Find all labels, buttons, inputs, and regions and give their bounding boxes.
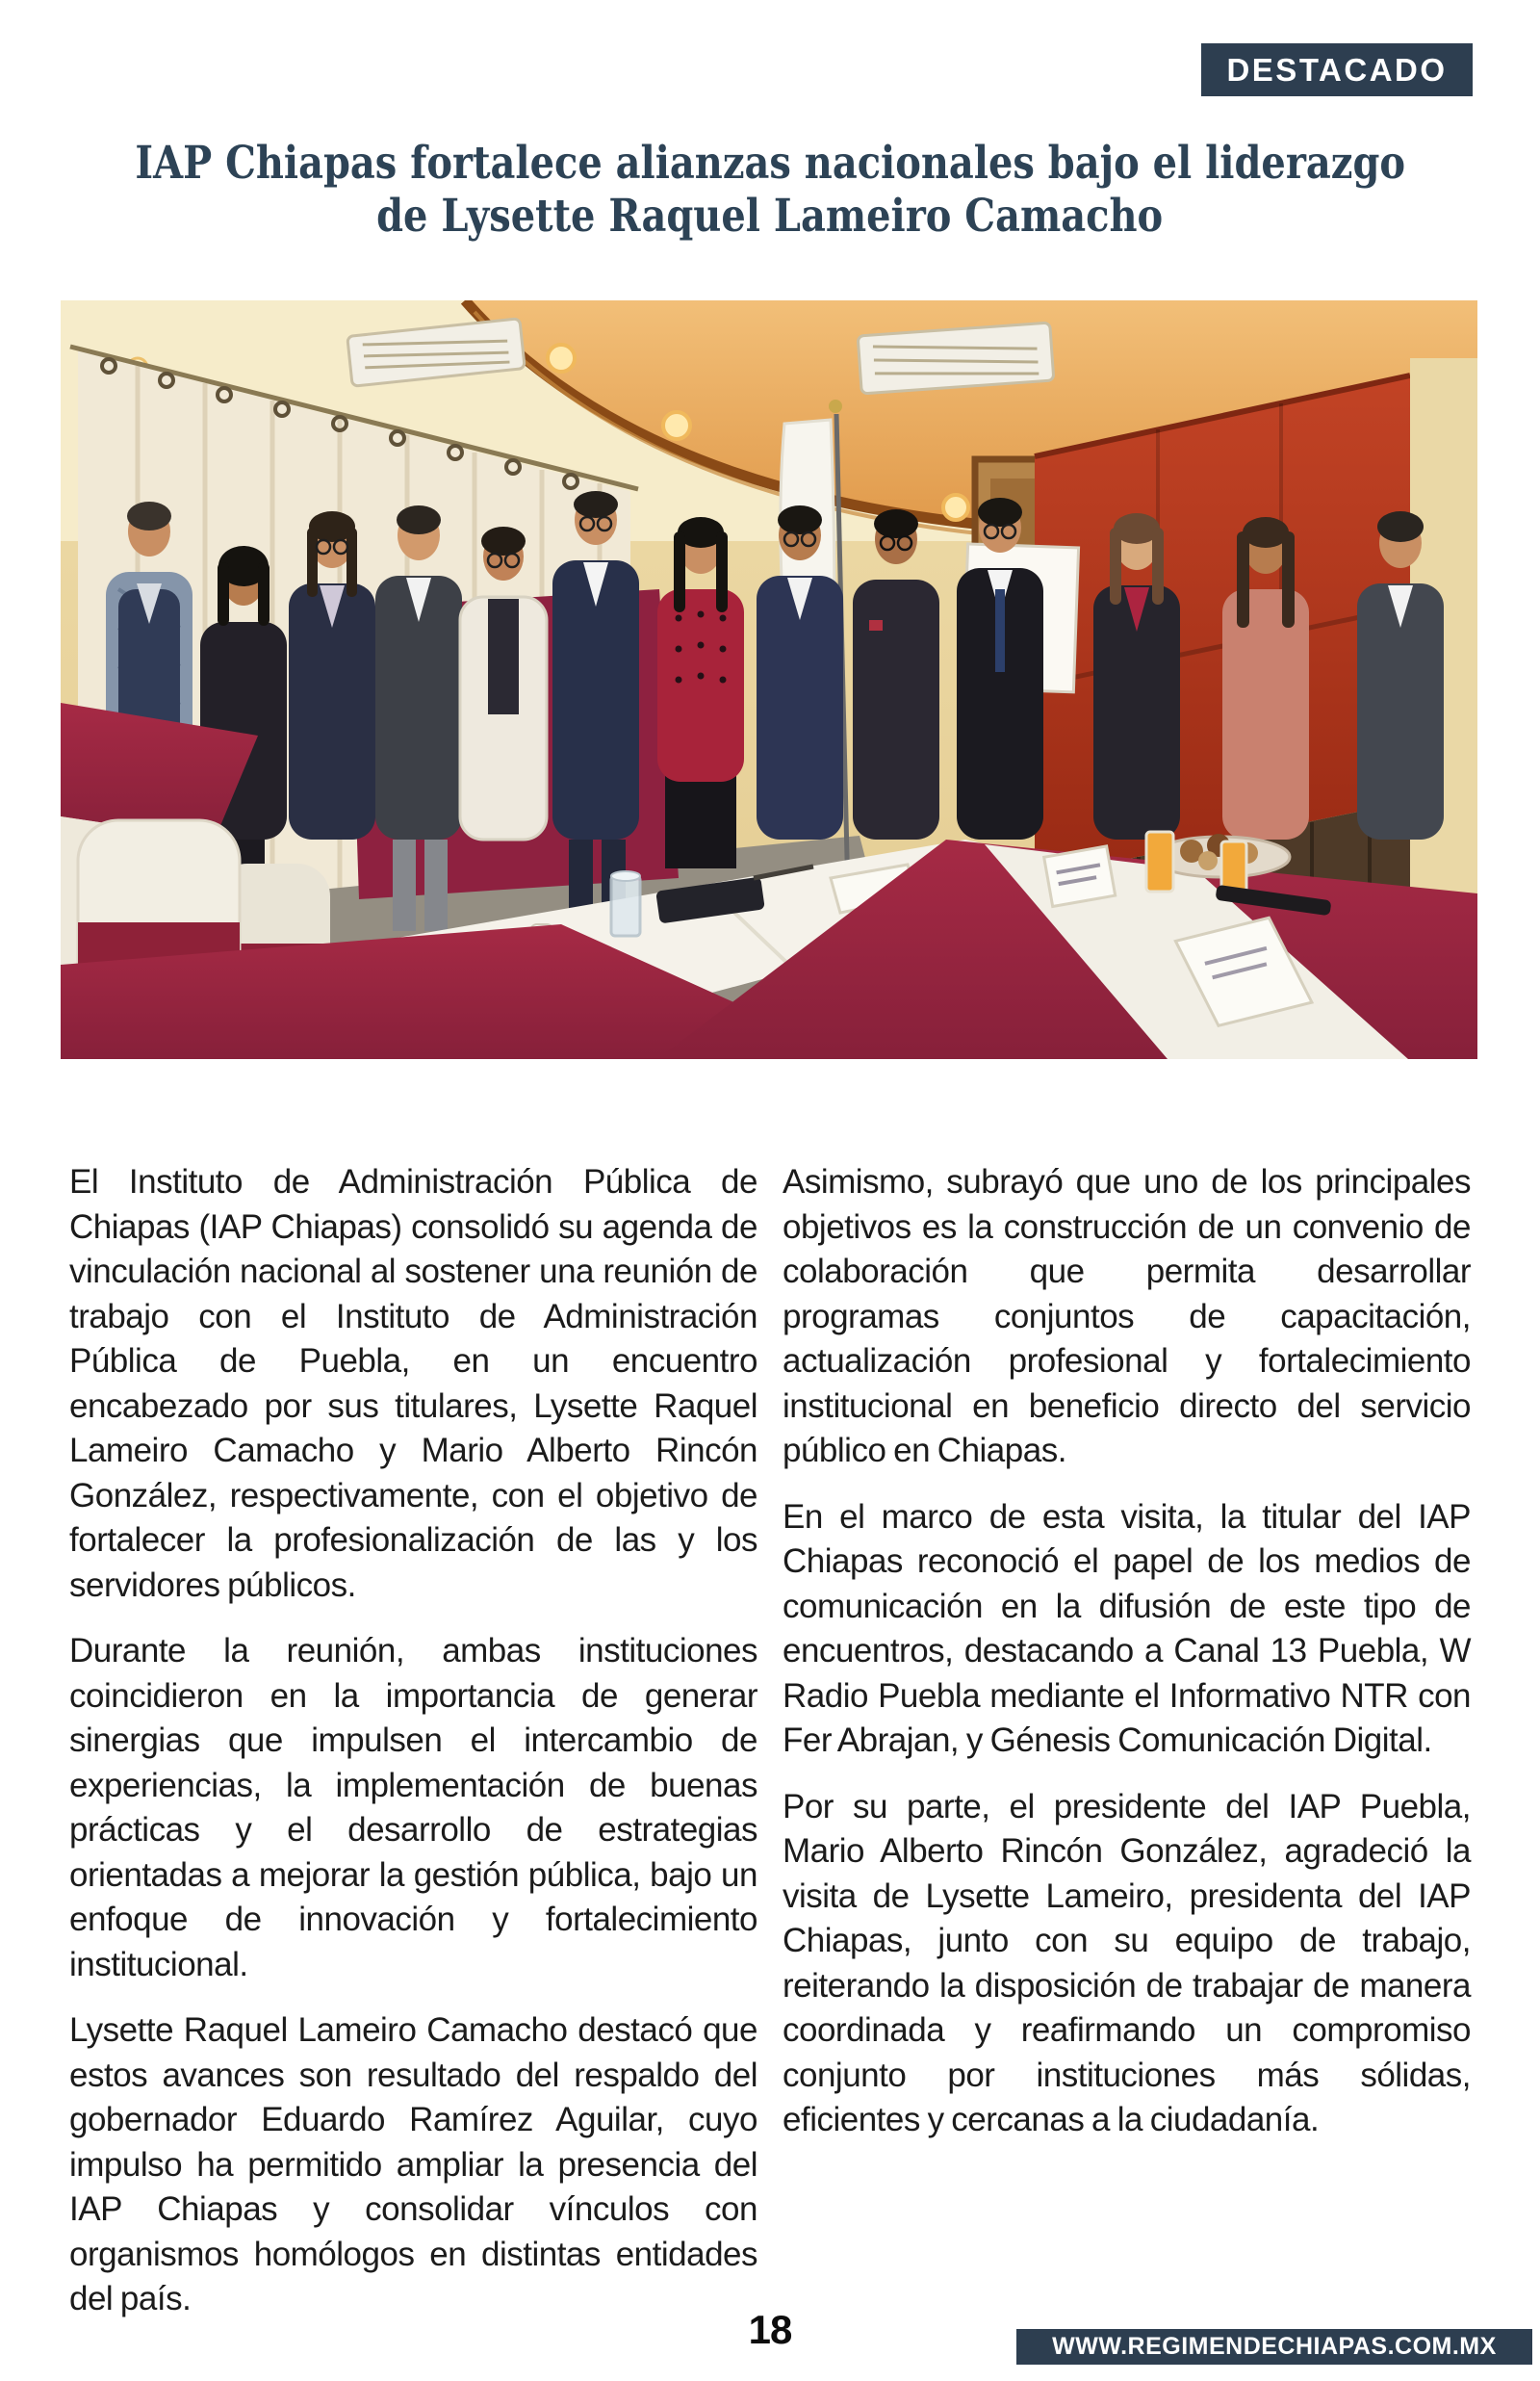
article-title-line1: IAP Chiapas fortalece alianzas nacionales bajo el liderazgo [135, 137, 1405, 190]
paragraph: En el marco de esta visita, la titular del IAP Chiapas reconoció el papel de los medios de comunicación en la difusión de este tipo de encuentros, destacando a Canal 13 Puebla, W Radio Puebla mediante el Informativo NTR con Fer Abrajan, y Génesis Comunicación Digital. [783, 1497, 1471, 1759]
paragraph: Por su parte, el presidente del IAP Puebla, Mario Alberto Rincón González, agradeció la visita de Lysette Lameiro, presidenta del IAP Chiapas, junto con su equipo de trabajo, reiterando la disposición de trabajar de manera coordinada y reafirmando un compromiso conjunto por instituciones más sólidas, eficientes y cercanas a la ciudadanía. [783, 1787, 1471, 2138]
section-badge [1201, 43, 1473, 96]
article-column-right [783, 1160, 1471, 2343]
page-number: 18 [748, 2307, 792, 2352]
paragraph: El Instituto de Administración Pública de Chiapas (IAP Chiapas) consolidó su agenda de vinculación nacional al sostener una reunión de trabajo con el Instituto de Administración Pública de Puebla, en un encuentro encabezado por sus titulares, Lysette Raquel Lameiro Camacho y Mario Alberto Rincón González, respectivamente, con el objetivo de fortalecer la profesionalización de las y los servidores públicos. [69, 1163, 757, 1604]
article-body [69, 1160, 1471, 2343]
event-photo [61, 300, 1477, 1059]
article-title-line2: de Lysette Raquel Lameiro Camacho [376, 190, 1164, 244]
article-column-left [69, 1160, 757, 2343]
website-url: WWW.REGIMENDECHIAPAS.COM.MX [1052, 2333, 1497, 2360]
event-photo-illustration [61, 300, 1477, 1059]
paragraph: Durante la reunión, ambas instituciones coincidieron en la importancia de generar sinergias que impulsen el intercambio de experiencias, la implementación de buenas prácticas y el desarrollo de estrategias orientadas a mejorar la gestión pública, bajo un enfoque de innovación y fortalecimiento institucional. [69, 1632, 757, 1983]
section-badge-label: DESTACADO [1226, 51, 1448, 88]
website-bar[interactable] [1016, 2329, 1532, 2365]
article-title [0, 137, 1540, 244]
paragraph: Asimismo, subrayó que uno de los principales objetivos es la construcción de un convenio de colaboración que permita desarrollar programas conjuntos de capacitación, actualización profesional y fortalecimiento institucional en beneficio directo del servicio público en Chiapas. [783, 1163, 1471, 1469]
paragraph: Lysette Raquel Lameiro Camacho destacó que estos avances son resultado del respaldo del gobernador Eduardo Ramírez Aguilar, cuyo impulso ha permitido ampliar la presencia del IAP Chiapas y consolidar vínculos con organismos homólogos en distintas entidades del país. [69, 2011, 757, 2317]
air-vent-right [858, 323, 1054, 394]
name-card [1044, 846, 1116, 907]
